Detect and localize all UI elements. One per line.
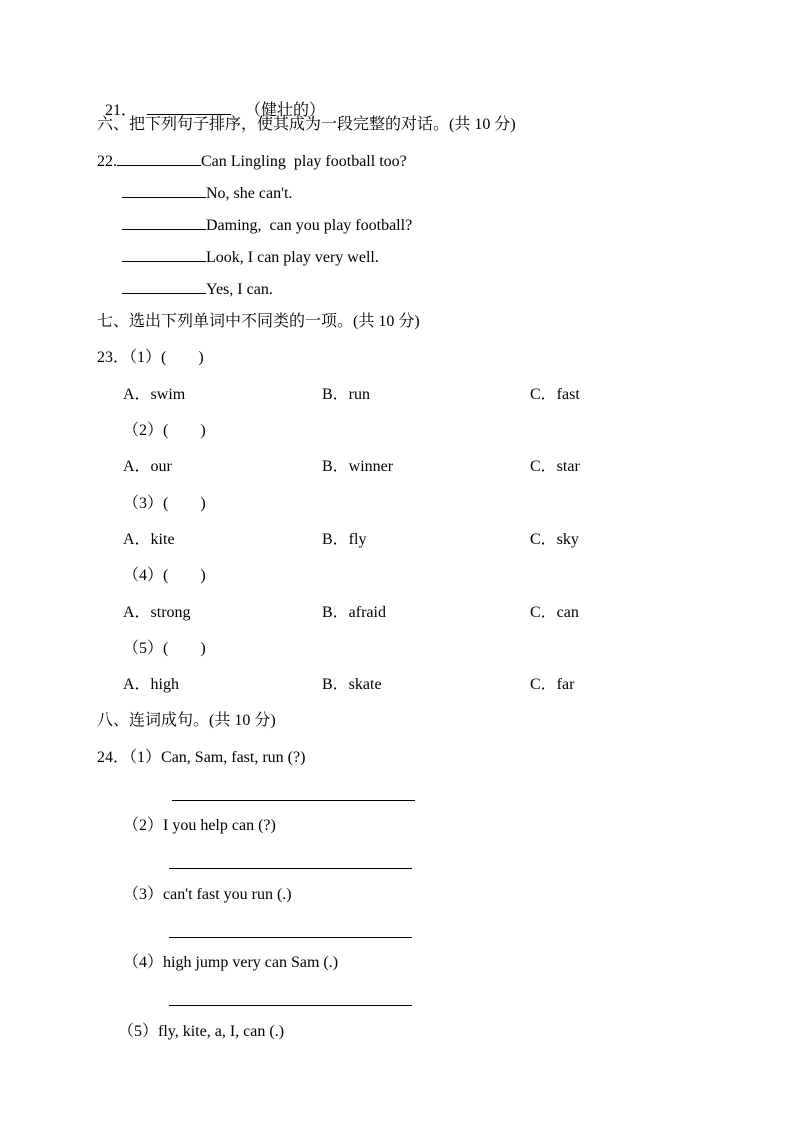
q24-item-5-prompt: （5）fly, kite, a, I, can (.) [118,1023,285,1040]
q22-line-3 [122,214,412,236]
q24-item-1-prompt: （1）Can, Sam, fast, run (?) [129,749,306,766]
section7-heading: 七、选出下列单词中不同类的一项。(共 10 分) [97,313,420,330]
q23-item-4-option-a[interactable]: A．strong [123,604,191,621]
q24-item-4-answer-line[interactable] [169,1005,412,1006]
q22-blank-5[interactable] [122,278,206,294]
q23-item-5-option-c[interactable]: C．far [530,676,575,693]
q23-item-2-option-c[interactable]: C．star [530,458,580,475]
q23-item-1-option-c[interactable]: C．fast [530,386,580,403]
section8-heading: 八、连词成句。(共 10 分) [97,712,276,729]
q24-item-1 [97,748,305,768]
q22-sentence-4: Look, I can play very well. [206,249,379,266]
q22-number: 22. [97,153,117,170]
q22-blank-1[interactable] [117,150,201,166]
q21-number: 21． [105,102,138,119]
q22-sentence-3: Daming, can you play football? [206,217,413,234]
q22-sentence-2: No, she can't. [206,185,293,202]
q23-item-3-label[interactable]: （3）( ) [123,495,206,512]
q23-number: 23． [97,349,130,366]
q23-item-3-option-c[interactable]: C．sky [530,531,579,548]
q22-line-4 [122,246,379,268]
q23-item-2-option-b[interactable]: B．winner [322,458,394,475]
section6-heading: 六、把下列句子排序，使其成为一段完整的对话。(共 10 分) [97,116,516,133]
q23-item-1-option-b[interactable]: B．run [322,386,371,403]
q23-item-2-option-a[interactable]: A．our [123,458,172,475]
q23-item-1-label [97,348,204,368]
q24-item-3-answer-line[interactable] [169,937,412,938]
q24-item-3-prompt: （3）can't fast you run (.) [123,886,292,903]
q24-item-2-prompt: （2）I you help can (?) [123,817,276,834]
q22-line-1 [97,150,407,172]
q22-sentence-1: Can Lingling play football too? [201,153,407,170]
q23-item-4-label[interactable]: （4）( ) [123,567,206,584]
q23-item-1-option-a[interactable]: A．swim [123,386,186,403]
q23-item-2-label[interactable]: （2）( ) [123,422,206,439]
q23-item-4-option-c[interactable]: C．can [530,604,579,621]
q23-item-3-option-a[interactable]: A．kite [123,531,175,548]
q24-item-1-answer-line[interactable] [172,800,415,801]
q23-item-5-option-b[interactable]: B．skate [322,676,382,693]
q24-number: 24． [97,749,130,766]
q21-hint: （健壮的） [245,102,326,119]
q22-blank-3[interactable] [122,214,206,230]
q22-line-5 [122,278,273,300]
q24-item-2-answer-line[interactable] [169,868,412,869]
q23-item-1-paren[interactable]: （1）( ) [129,349,204,366]
q22-line-2 [122,182,292,204]
q22-blank-2[interactable] [122,182,206,198]
q24-item-4-prompt: （4）high jump very can Sam (.) [123,954,339,971]
q23-item-5-label[interactable]: （5）( ) [123,640,206,657]
q22-sentence-5: Yes, I can. [206,281,273,298]
q21-answer-blank[interactable] [147,99,231,115]
q23-item-4-option-b[interactable]: B．afraid [322,604,386,621]
q23-item-3-option-b[interactable]: B．fly [322,531,367,548]
q23-item-5-option-a[interactable]: A．high [123,676,180,693]
q22-blank-4[interactable] [122,246,206,262]
